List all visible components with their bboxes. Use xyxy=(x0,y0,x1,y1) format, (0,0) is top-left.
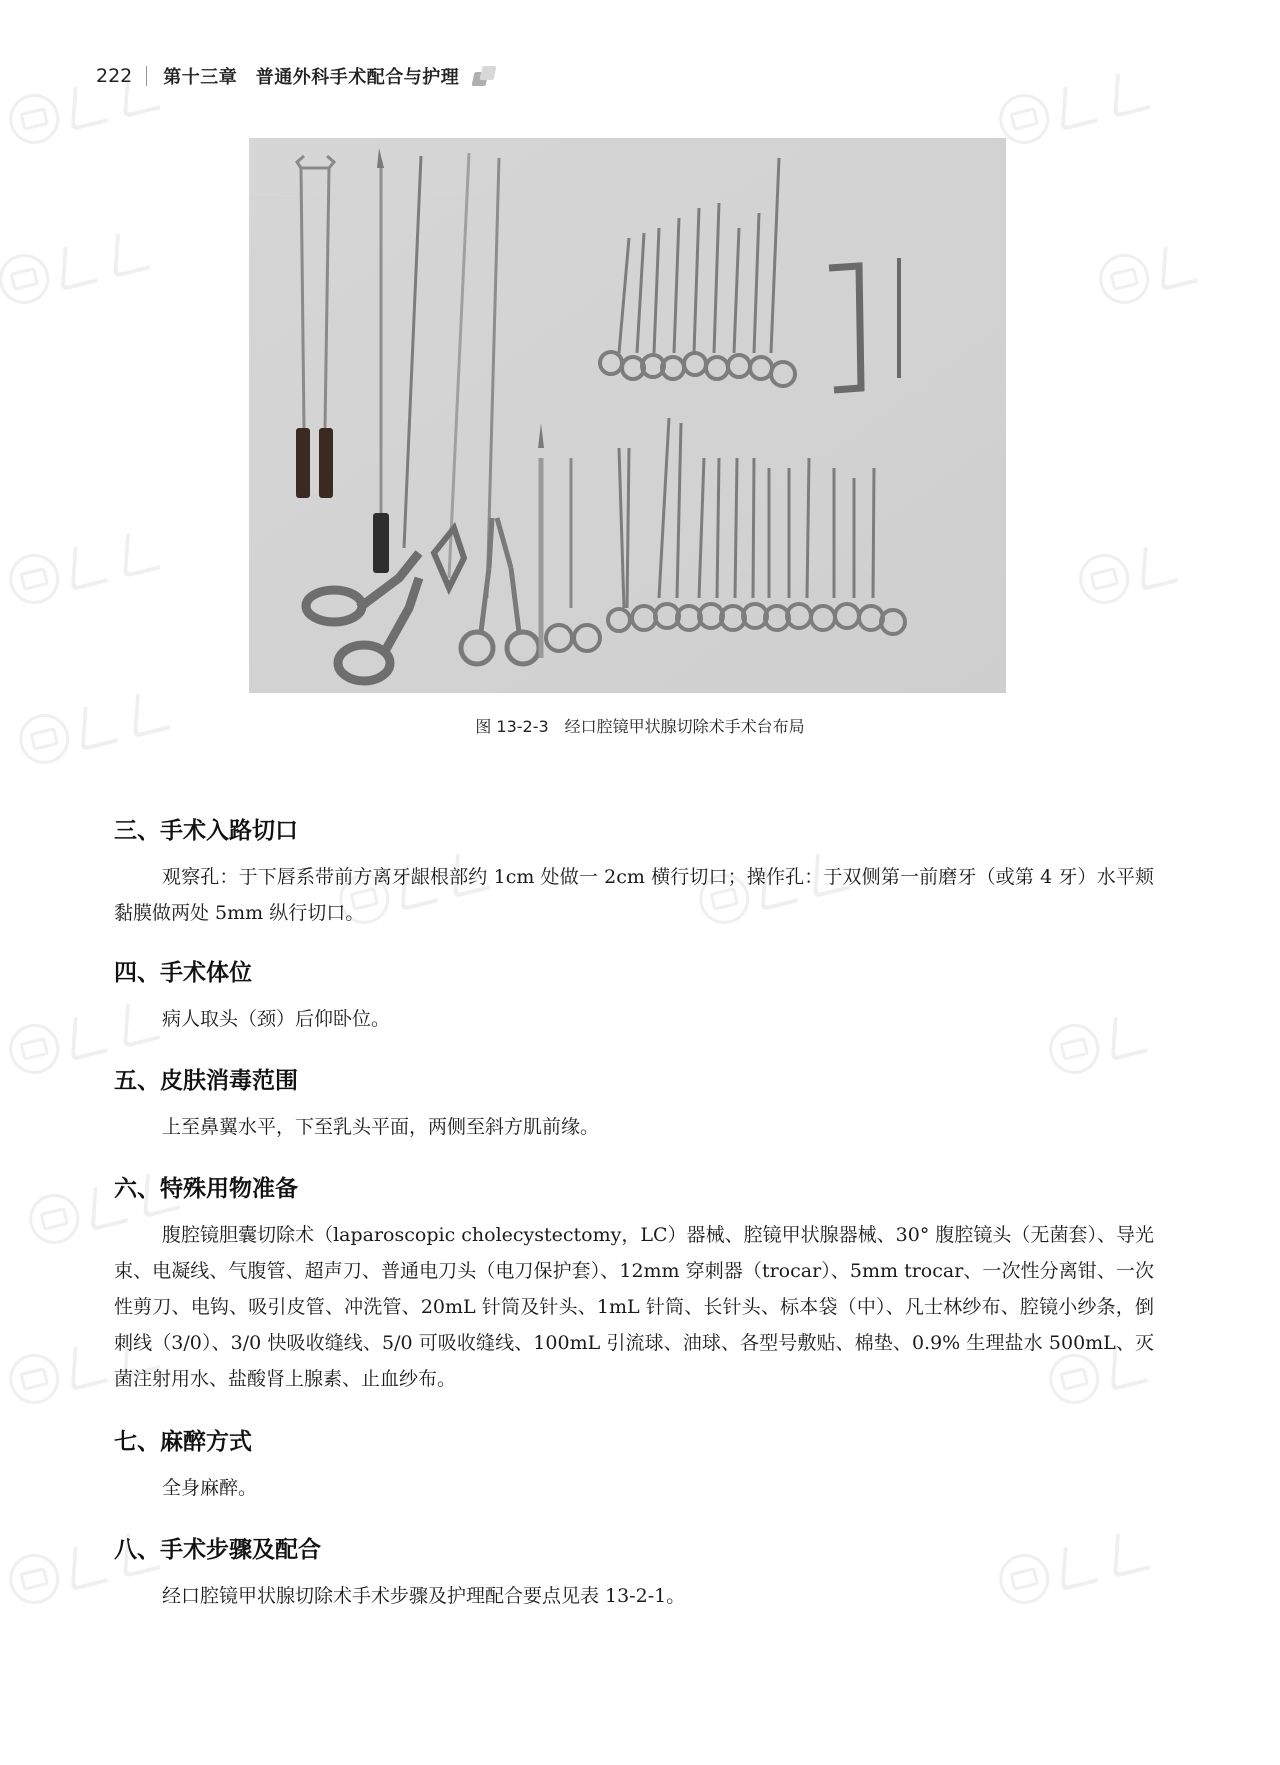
figure-number: 图 13-2-3 xyxy=(475,717,549,736)
section-title: 五、皮肤消毒范围 xyxy=(114,1068,298,1094)
section-title: 八、手术步骤及配合 xyxy=(114,1537,321,1563)
watermark-logo xyxy=(0,223,157,309)
watermark-logo xyxy=(1074,536,1185,609)
chapter-title: 第十三章 普通外科手术配合与护理 xyxy=(163,67,460,88)
section-paragraph: 上至鼻翼水平，下至乳头平面，两侧至斜方肌前缘。 xyxy=(162,1116,600,1138)
running-header xyxy=(96,60,495,92)
section-title: 七、麻醉方式 xyxy=(114,1429,252,1455)
section-title: 六、特殊用物准备 xyxy=(114,1176,298,1202)
section-paragraph: 全身麻醉。 xyxy=(162,1477,258,1499)
section-disinfection xyxy=(114,1061,1154,1145)
section-position xyxy=(114,953,1154,1037)
header-ornament-icon xyxy=(473,66,495,86)
page-number: 222 xyxy=(96,65,133,87)
watermark-logo xyxy=(994,63,1157,149)
figure-title: 经口腔镜甲状腺切除术手术台布局 xyxy=(564,717,805,736)
section-supplies xyxy=(114,1169,1154,1397)
header-divider xyxy=(146,66,147,86)
section-anesthesia xyxy=(114,1422,1154,1506)
section-paragraph: 观察孔：于下唇系带前方离牙龈根部约 1cm 处做一 2cm 横行切口；操作孔：于双侧第一前磨牙（或第 4 牙）水平颊黏膜做两处 5mm 纵行切口。 xyxy=(114,866,1154,924)
instrument-photo-illustration xyxy=(249,138,1006,693)
watermark-logo xyxy=(4,523,167,609)
section-title: 三、手术入路切口 xyxy=(114,818,298,844)
figure-caption xyxy=(0,714,1280,737)
section-incision xyxy=(114,811,1154,931)
section-title: 四、手术体位 xyxy=(114,960,252,986)
section-paragraph: 腹腔镜胆囊切除术（laparoscopic cholecystectomy，LC）器械、腔镜甲状腺器械、30° 腹腔镜头（无菌套）、导光束、电凝线、气腹管、超声刀、普通电刀头（电刀保护套）、12mm 穿刺器（trocar）、5mm trocar、一次性分离钳、一次性剪刀、电钩、吸引皮管、冲洗管、20mL 针筒及针头、1mL 针筒、长针头、标本袋（中）、凡士林纱布、腔镜小纱条，倒刺线（3/0）、3/0 快吸收缝线、5/0 可吸收缝线、100mL 引流球、油球、各型号敷贴、棉垫、0.9% 生理盐水 500mL、灭菌注射用水、盐酸肾上腺素、止血纱布。 xyxy=(114,1224,1154,1390)
watermark-logo xyxy=(1094,236,1205,309)
instrument-table-photo xyxy=(249,138,1006,693)
section-procedure xyxy=(114,1530,1154,1614)
section-paragraph: 病人取头（颈）后仰卧位。 xyxy=(162,1008,391,1030)
section-paragraph: 经口腔镜甲状腺切除术手术步骤及护理配合要点见表 13-2-1。 xyxy=(162,1585,686,1607)
